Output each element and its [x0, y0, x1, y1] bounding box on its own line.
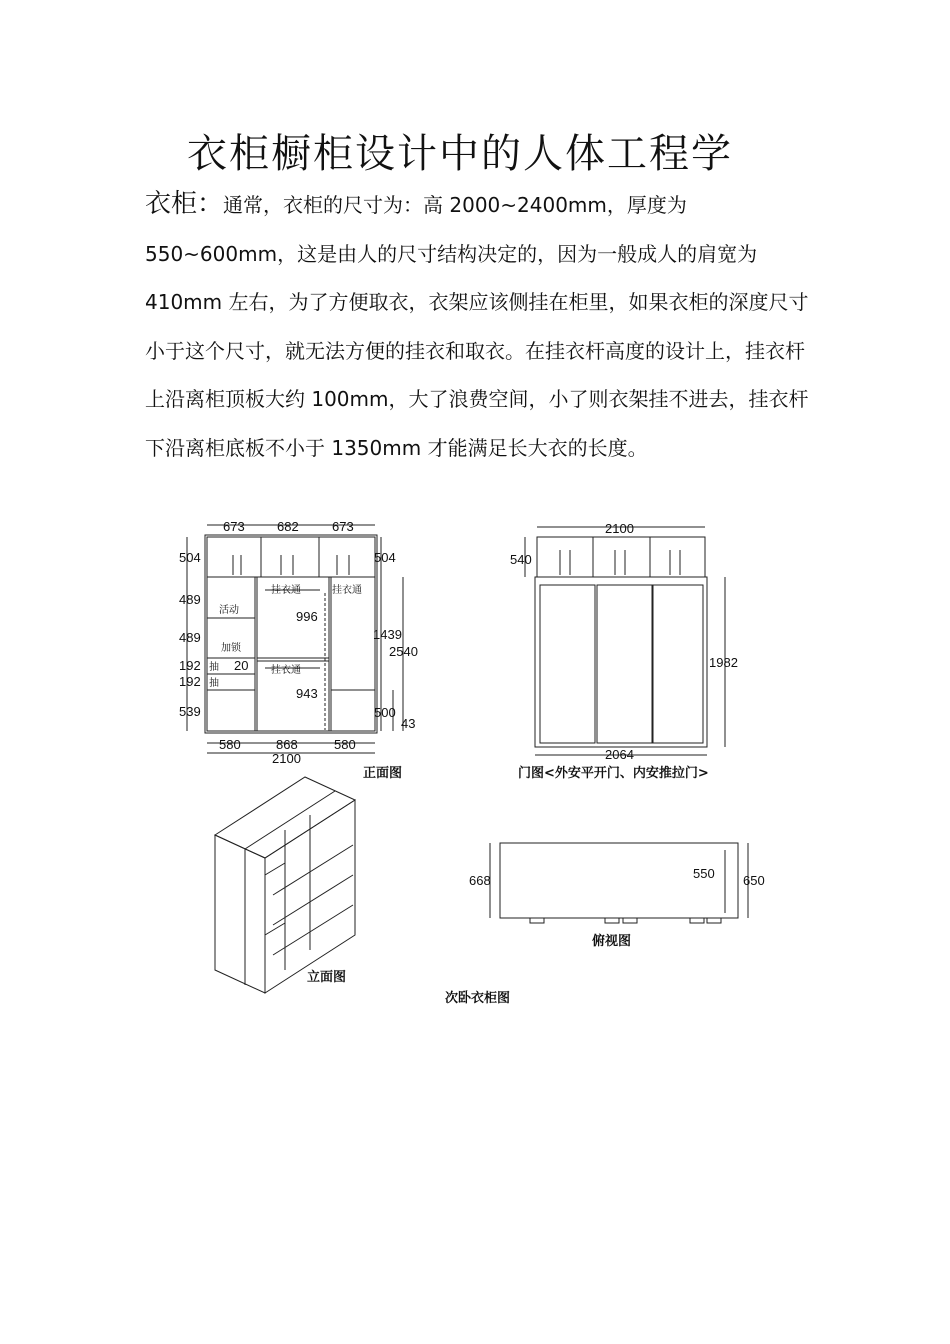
- label-rail-1: 挂衣通: [271, 585, 301, 596]
- front-left-dim-5: 192: [179, 674, 201, 689]
- overall-caption: 次卧衣柜图: [445, 991, 511, 1006]
- front-left-dim-4: 192: [179, 658, 201, 673]
- door-width: 2100: [605, 521, 634, 536]
- plan-right-depth: 650: [743, 873, 765, 888]
- front-right-dim-1: 504: [374, 550, 396, 565]
- label-rail-2: 挂衣通: [332, 585, 362, 596]
- front-view-drawing: [187, 525, 403, 753]
- label-rail-3: 挂衣通: [271, 665, 301, 676]
- plan-view-drawing: [490, 843, 748, 923]
- front-left-dim-6: 539: [179, 704, 201, 719]
- front-top-dim-3: 673: [332, 519, 354, 534]
- elevation-drawing: [215, 777, 355, 993]
- page-title: 衣柜橱柜设计中的人体工程学: [187, 131, 733, 177]
- label-height-1: 996: [296, 609, 318, 624]
- label-gap: 20: [234, 658, 249, 673]
- front-right-dim-2: 1439: [373, 627, 402, 642]
- label-drawer-1: 抽: [209, 662, 219, 673]
- wardrobe-drawings-svg: [145, 515, 795, 1010]
- plan-view-caption: 俯视图: [592, 934, 632, 949]
- front-right-dim-4: 500: [374, 705, 396, 720]
- front-right-dim-5: 43: [401, 716, 416, 731]
- body-paragraph: [145, 180, 815, 472]
- front-view-caption: 正面图: [363, 766, 403, 781]
- front-total-width: 2100: [272, 751, 301, 766]
- front-bottom-dim-2: 868: [276, 737, 298, 752]
- plan-left-depth: 668: [469, 873, 491, 888]
- label-height-2: 943: [296, 686, 318, 701]
- front-bottom-dim-3: 580: [334, 737, 356, 752]
- front-bottom-dim-1: 580: [219, 737, 241, 752]
- door-view-caption: 门图<外安平开门、内安推拉门>: [518, 766, 709, 781]
- door-panel-width: 2064: [605, 747, 634, 762]
- plan-inner-depth: 550: [693, 866, 715, 881]
- label-drawer-2: 抽: [209, 678, 219, 689]
- elevation-caption: 立面图: [307, 970, 347, 985]
- front-left-dim-2: 489: [179, 592, 201, 607]
- wardrobe-diagram: [145, 515, 795, 1010]
- section-lead: 衣柜：: [145, 189, 224, 219]
- door-top-height: 540: [510, 552, 532, 567]
- front-left-dim-1: 504: [179, 550, 201, 565]
- front-left-dim-3: 489: [179, 630, 201, 645]
- front-top-dim-1: 673: [223, 519, 245, 534]
- door-height: 1982: [709, 655, 738, 670]
- front-right-dim-3: 2540: [389, 644, 418, 659]
- door-view-drawing: [525, 527, 725, 755]
- body-text: 通常，衣柜的尺寸为：高 2000~2400mm，厚度为 550~600mm，这是由人的尺寸结构决定的，因为一般成人的肩宽为 410mm 左右，为了方便取衣，衣架应该侧挂在柜里，如果衣柜的深度尺寸小于这个尺寸，就无法方便的挂衣和取衣。在挂衣杆高度的设计上，挂衣杆上沿离柜顶板大约 100mm，大了浪费空间，小了则衣架挂不进去，挂衣杆下沿离柜底板不小于 1350mm 才能满足长大衣的长度。: [145, 193, 809, 460]
- label-movable: 活动: [219, 605, 239, 616]
- front-top-dim-2: 682: [277, 519, 299, 534]
- label-lock: 加锁: [221, 643, 241, 654]
